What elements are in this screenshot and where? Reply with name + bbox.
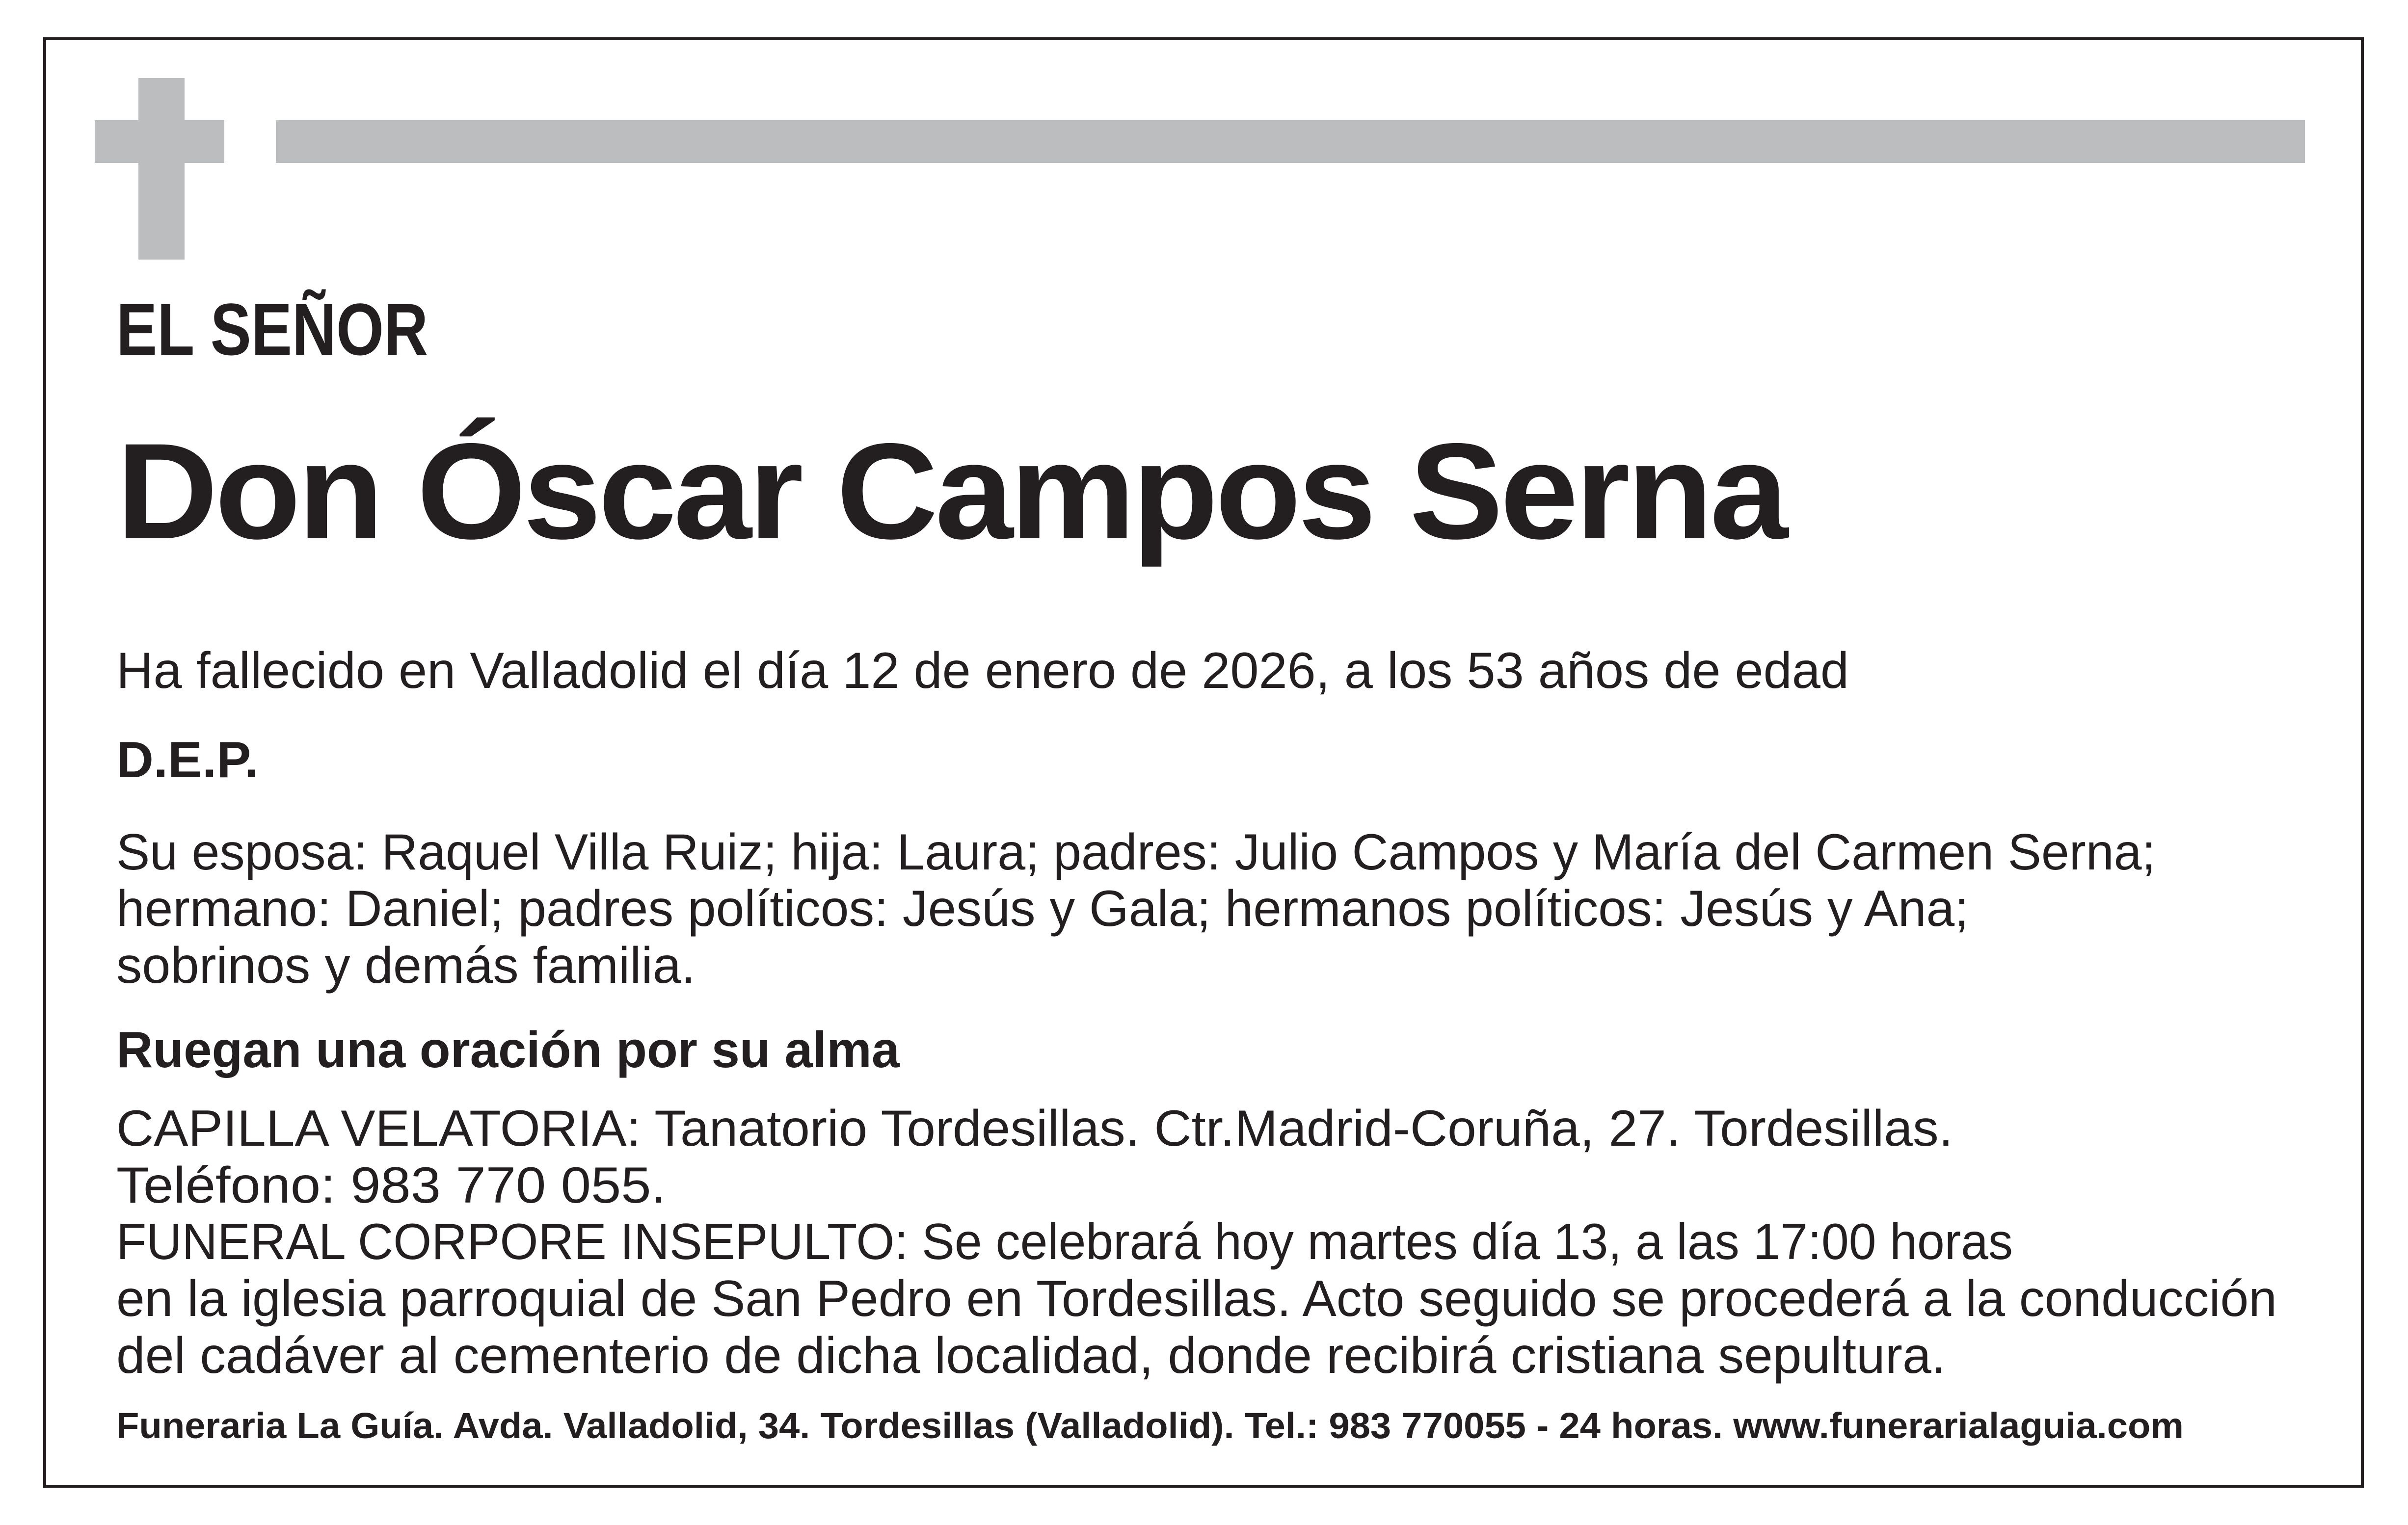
rip-label: D.E.P. bbox=[116, 732, 259, 789]
family-line: sobrinos y demás familia. bbox=[116, 937, 696, 994]
title-prefix: EL SEÑOR bbox=[116, 288, 428, 370]
services-line: en la iglesia parroquial de San Pedro en Tordesillas. Acto seguido se procederá a la conducción bbox=[116, 1270, 2277, 1327]
funeral-home-footer: Funeraria La Guía. Avda. Valladolid, 34. Tordesillas (Valladolid). Tel.: 983 770055 - 24 horas. www.funerarialaguia.com bbox=[116, 1405, 2184, 1446]
family-line: hermano: Daniel; padres políticos: Jesús y Gala; hermanos políticos: Jesús y Ana; bbox=[116, 880, 1969, 937]
prayer-request: Ruegan una oración por su alma bbox=[116, 1022, 900, 1078]
family-line: Su esposa: Raquel Villa Ruiz; hija: Laura; padres: Julio Campos y María del Carmen Serna; bbox=[116, 824, 2156, 881]
services-line: CAPILLA VELATORIA: Tanatorio Tordesillas. Ctr.Madrid-Coruña, 27. Tordesillas. bbox=[116, 1100, 1953, 1157]
death-notice: Ha fallecido en Valladolid el día 12 de enero de 2026, a los 53 años de edad bbox=[116, 642, 1849, 699]
deceased-name: Don Óscar Campos Serna bbox=[116, 415, 1785, 567]
header-rule bbox=[276, 120, 2305, 163]
services-line: FUNERAL CORPORE INSEPULTO: Se celebrará hoy martes día 13, a las 17:00 horas bbox=[116, 1213, 2013, 1270]
services-line: del cadáver al cementerio de dicha localidad, donde recibirá cristiana sepultura. bbox=[116, 1327, 1946, 1384]
services-line: Teléfono: 983 770 055. bbox=[116, 1157, 666, 1214]
